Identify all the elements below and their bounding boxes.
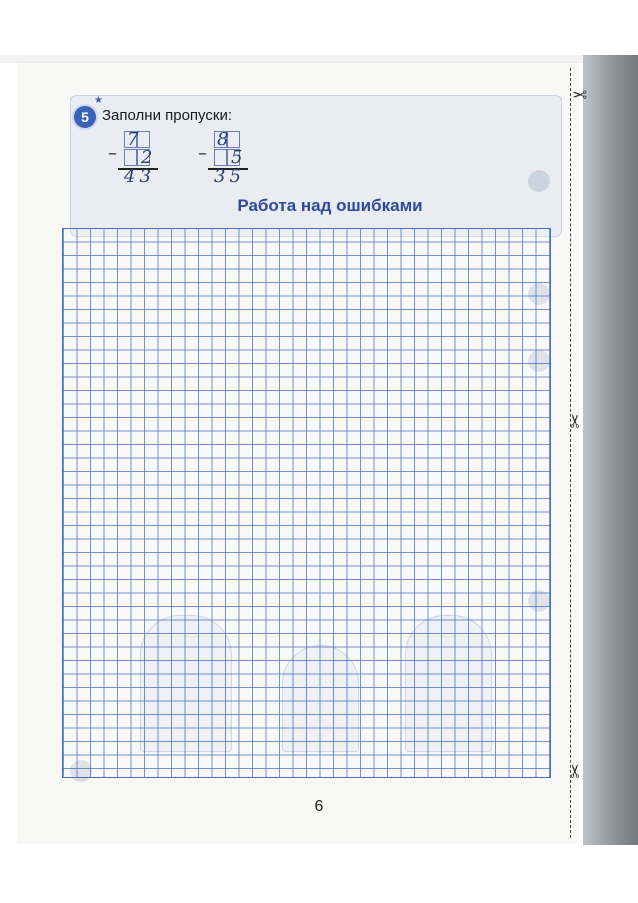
star-icon: ★ bbox=[94, 95, 103, 106]
minuend-digit: 8 bbox=[217, 129, 233, 150]
subtrahend-digit: 5 bbox=[231, 147, 247, 168]
scissors-icon: ✂ bbox=[565, 413, 586, 429]
dashed-cut-line bbox=[570, 68, 571, 838]
difference-result: 43 bbox=[124, 166, 155, 187]
blank-cell bbox=[214, 149, 227, 166]
subtrahend-digit: 2 bbox=[141, 147, 157, 168]
scissors-icon: ✂ bbox=[572, 84, 588, 104]
page-number: 6 bbox=[314, 798, 324, 815]
minus-sign: – bbox=[108, 143, 117, 164]
task-number-badge: 5 bbox=[72, 104, 98, 130]
blank-cell bbox=[124, 149, 137, 166]
graph-paper-grid bbox=[62, 228, 551, 778]
section-title-text: Работа над ошибками bbox=[237, 196, 423, 215]
task-instruction: Заполни пропуски: bbox=[102, 107, 232, 124]
scanner-shadow-edge bbox=[583, 55, 638, 845]
section-title bbox=[0, 196, 638, 216]
minus-sign: – bbox=[198, 143, 207, 164]
scan-top-edge bbox=[0, 55, 638, 63]
minuend-digit: 7 bbox=[127, 129, 143, 150]
scissors-icon: ✂ bbox=[565, 763, 586, 779]
difference-result: 35 bbox=[214, 166, 245, 187]
